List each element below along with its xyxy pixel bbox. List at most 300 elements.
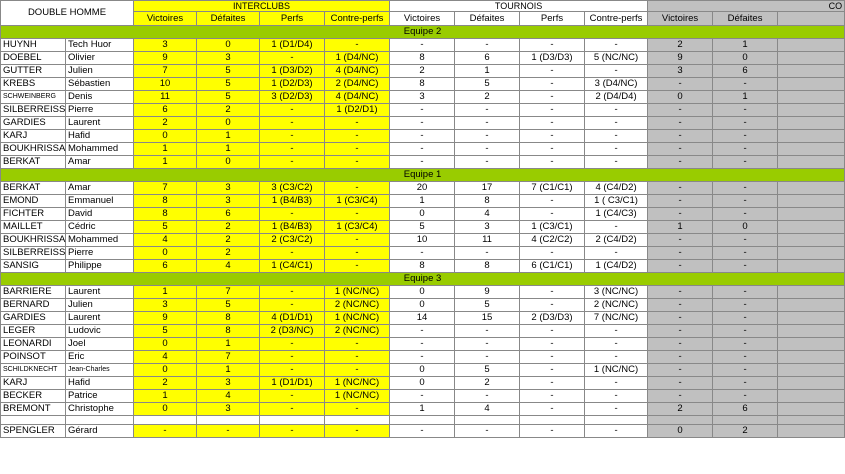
- tournois-cell: -: [585, 403, 648, 416]
- player-last-name: SILBERREISS: [1, 104, 66, 117]
- tournois-cell: -: [455, 117, 520, 130]
- co-extra-cell: [778, 130, 845, 143]
- tournois-cell: -: [455, 247, 520, 260]
- interclubs-cell: -: [325, 425, 390, 438]
- player-row: [1, 143, 845, 156]
- co-cell: -: [648, 377, 713, 390]
- co-extra-cell: [778, 156, 845, 169]
- co-cell: -: [648, 143, 713, 156]
- co-cell: -: [648, 182, 713, 195]
- tournois-cell: -: [520, 78, 585, 91]
- player-last-name: POINSOT: [1, 351, 66, 364]
- interclubs-cell: 0: [134, 247, 197, 260]
- player-row: [1, 182, 845, 195]
- tournois-cell: -: [520, 425, 585, 438]
- tournois-cell: 2 (C4/D2): [585, 234, 648, 247]
- tournois-cell: 1 (C4/C3): [585, 208, 648, 221]
- co-extra-cell: [778, 182, 845, 195]
- interclubs-cell: 1 (D1/D4): [260, 39, 325, 52]
- co-cell: -: [648, 390, 713, 403]
- player-first-name: Tech Huor: [66, 39, 134, 52]
- co-extra-cell: [778, 377, 845, 390]
- interclubs-cell: 4 (D4/NC): [325, 65, 390, 78]
- interclubs-cell: 1: [134, 286, 197, 299]
- co-cell: -: [648, 104, 713, 117]
- subheader-interclubs: Perfs: [260, 12, 325, 26]
- player-first-name: Laurent: [66, 286, 134, 299]
- player-last-name: LEGER: [1, 325, 66, 338]
- player-first-name: Amar: [66, 182, 134, 195]
- tournois-cell: -: [585, 221, 648, 234]
- player-last-name: SCHILDKNECHT: [1, 364, 66, 377]
- interclubs-cell: 2 (NC/NC): [325, 299, 390, 312]
- player-row: [1, 351, 845, 364]
- co-extra-cell: [778, 299, 845, 312]
- co-extra-cell: [778, 104, 845, 117]
- interclubs-cell: -: [325, 247, 390, 260]
- interclubs-cell: 1: [134, 143, 197, 156]
- co-cell: -: [713, 351, 778, 364]
- tournois-cell: 2: [390, 65, 455, 78]
- player-first-name: Denis: [66, 91, 134, 104]
- player-last-name: KREBS: [1, 78, 66, 91]
- tournois-cell: -: [455, 338, 520, 351]
- tournois-cell: -: [520, 130, 585, 143]
- co-cell: -: [648, 260, 713, 273]
- co-cell: -: [648, 195, 713, 208]
- interclubs-cell: 2: [197, 247, 260, 260]
- player-row: [1, 377, 845, 390]
- tournois-cell: -: [455, 390, 520, 403]
- co-cell: -: [713, 260, 778, 273]
- player-row: [1, 195, 845, 208]
- player-last-name: BOUKHRISSA: [1, 234, 66, 247]
- tournois-cell: -: [520, 156, 585, 169]
- interclubs-cell: 6: [134, 260, 197, 273]
- tournois-cell: -: [520, 143, 585, 156]
- interclubs-cell: -: [325, 156, 390, 169]
- co-cell: -: [713, 286, 778, 299]
- co-cell: -: [713, 312, 778, 325]
- co-cell: -: [713, 234, 778, 247]
- co-cell: -: [648, 338, 713, 351]
- tournois-cell: 20: [390, 182, 455, 195]
- co-cell: 1: [713, 91, 778, 104]
- tournois-cell: -: [520, 325, 585, 338]
- player-first-name: Hafid: [66, 377, 134, 390]
- player-row: [1, 130, 845, 143]
- interclubs-cell: -: [260, 130, 325, 143]
- tournois-cell: -: [455, 325, 520, 338]
- player-row: [1, 286, 845, 299]
- interclubs-cell: -: [260, 364, 325, 377]
- interclubs-cell: 2: [134, 377, 197, 390]
- tournois-cell: 5: [455, 364, 520, 377]
- tournois-cell: 4: [455, 403, 520, 416]
- player-last-name: KARJ: [1, 377, 66, 390]
- spacer-cell: [520, 416, 585, 425]
- co-extra-cell: [778, 325, 845, 338]
- tournois-cell: -: [585, 425, 648, 438]
- interclubs-cell: 1 (B4/B3): [260, 195, 325, 208]
- tournois-cell: 8: [390, 260, 455, 273]
- co-extra-cell: [778, 221, 845, 234]
- co-cell: -: [648, 156, 713, 169]
- tournois-cell: -: [520, 377, 585, 390]
- interclubs-cell: 1: [197, 130, 260, 143]
- interclubs-cell: -: [325, 39, 390, 52]
- spacer-cell: [66, 416, 134, 425]
- player-row: [1, 325, 845, 338]
- player-first-name: Cédric: [66, 221, 134, 234]
- spacer-row: [1, 416, 845, 425]
- interclubs-cell: 4 (D1/D1): [260, 312, 325, 325]
- player-first-name: Gérard: [66, 425, 134, 438]
- co-extra-cell: [778, 78, 845, 91]
- interclubs-cell: 2: [197, 221, 260, 234]
- interclubs-cell: -: [260, 104, 325, 117]
- co-cell: -: [713, 247, 778, 260]
- player-first-name: Emmanuel: [66, 195, 134, 208]
- interclubs-cell: 8: [197, 325, 260, 338]
- tournois-cell: -: [520, 351, 585, 364]
- co-cell: -: [713, 143, 778, 156]
- interclubs-cell: 1 (NC/NC): [325, 377, 390, 390]
- co-cell: -: [713, 338, 778, 351]
- interclubs-cell: 2: [197, 104, 260, 117]
- interclubs-cell: -: [325, 260, 390, 273]
- interclubs-cell: -: [260, 403, 325, 416]
- tournois-cell: -: [585, 156, 648, 169]
- interclubs-cell: 2 (D4/NC): [325, 78, 390, 91]
- co-cell: -: [713, 182, 778, 195]
- co-cell: -: [713, 208, 778, 221]
- interclubs-cell: 1 (NC/NC): [325, 286, 390, 299]
- team-label: Equipe 1: [1, 169, 845, 182]
- interclubs-cell: 8: [134, 208, 197, 221]
- player-last-name: GARDIES: [1, 117, 66, 130]
- tournois-cell: 6 (C1/C1): [520, 260, 585, 273]
- interclubs-cell: -: [325, 351, 390, 364]
- interclubs-cell: -: [325, 117, 390, 130]
- co-extra-cell: [778, 65, 845, 78]
- tournois-cell: 17: [455, 182, 520, 195]
- interclubs-cell: 4: [197, 260, 260, 273]
- player-last-name: LEONARDI: [1, 338, 66, 351]
- player-row: [1, 156, 845, 169]
- tournois-cell: 4: [455, 208, 520, 221]
- table-title: DOUBLE HOMME: [1, 1, 134, 26]
- interclubs-cell: 7: [134, 182, 197, 195]
- interclubs-cell: 5: [197, 65, 260, 78]
- player-last-name: SPENGLER: [1, 425, 66, 438]
- group-interclubs: INTERCLUBS: [134, 1, 390, 12]
- co-cell: -: [648, 78, 713, 91]
- tournois-cell: -: [455, 156, 520, 169]
- player-last-name: BECKER: [1, 390, 66, 403]
- player-first-name: Mohammed: [66, 234, 134, 247]
- tournois-cell: 1 (D3/D3): [520, 52, 585, 65]
- tournois-cell: 4 (C4/D2): [585, 182, 648, 195]
- interclubs-cell: 7: [134, 65, 197, 78]
- interclubs-cell: 4: [134, 351, 197, 364]
- player-last-name: SILBERREISS: [1, 247, 66, 260]
- interclubs-cell: -: [260, 351, 325, 364]
- player-last-name: FICHTER: [1, 208, 66, 221]
- interclubs-cell: -: [260, 143, 325, 156]
- co-extra-cell: [778, 364, 845, 377]
- co-cell: -: [648, 117, 713, 130]
- interclubs-cell: -: [260, 338, 325, 351]
- tournois-cell: -: [455, 39, 520, 52]
- player-last-name: EMOND: [1, 195, 66, 208]
- co-cell: -: [648, 208, 713, 221]
- player-last-name: BOUKHRISSA: [1, 143, 66, 156]
- interclubs-cell: -: [260, 52, 325, 65]
- tournois-cell: -: [455, 130, 520, 143]
- spacer-cell: [455, 416, 520, 425]
- interclubs-cell: 1: [197, 143, 260, 156]
- tournois-cell: -: [520, 403, 585, 416]
- co-cell: -: [648, 247, 713, 260]
- interclubs-cell: 3: [197, 195, 260, 208]
- interclubs-cell: 9: [134, 52, 197, 65]
- spacer-cell: [713, 416, 778, 425]
- player-row: [1, 312, 845, 325]
- co-cell: 0: [648, 425, 713, 438]
- interclubs-cell: 8: [197, 312, 260, 325]
- team-label: Equipe 2: [1, 26, 845, 39]
- player-first-name: Pierre: [66, 247, 134, 260]
- interclubs-cell: 4: [134, 234, 197, 247]
- tournois-cell: 0: [390, 299, 455, 312]
- tournois-cell: -: [520, 286, 585, 299]
- tournois-cell: -: [585, 351, 648, 364]
- tournois-cell: 0: [390, 286, 455, 299]
- co-cell: -: [713, 78, 778, 91]
- player-first-name: Joel: [66, 338, 134, 351]
- co-extra-cell: [778, 39, 845, 52]
- interclubs-cell: 2: [197, 234, 260, 247]
- co-cell: -: [713, 299, 778, 312]
- interclubs-cell: 0: [197, 156, 260, 169]
- team-label: Equipe 3: [1, 273, 845, 286]
- tournois-cell: 8: [455, 195, 520, 208]
- spacer-cell: [134, 416, 197, 425]
- tournois-cell: 3 (D4/NC): [585, 78, 648, 91]
- tournois-cell: -: [520, 208, 585, 221]
- interclubs-cell: 7: [197, 351, 260, 364]
- player-row: [1, 208, 845, 221]
- co-cell: -: [648, 364, 713, 377]
- tournois-cell: -: [390, 247, 455, 260]
- tournois-cell: -: [390, 104, 455, 117]
- interclubs-cell: 11: [134, 91, 197, 104]
- tournois-cell: -: [520, 390, 585, 403]
- tournois-cell: 10: [390, 234, 455, 247]
- spacer-cell: [778, 416, 845, 425]
- spacer-cell: [197, 416, 260, 425]
- subheader-tournois: Victoires: [390, 12, 455, 26]
- player-first-name: Sébastien: [66, 78, 134, 91]
- player-last-name: HUYNH: [1, 39, 66, 52]
- tournois-cell: 1: [455, 65, 520, 78]
- tournois-cell: -: [455, 425, 520, 438]
- player-last-name: GUTTER: [1, 65, 66, 78]
- interclubs-cell: 5: [134, 325, 197, 338]
- player-first-name: Christophe: [66, 403, 134, 416]
- co-cell: -: [648, 299, 713, 312]
- interclubs-cell: 3: [197, 403, 260, 416]
- tournois-cell: 4 (C2/C2): [520, 234, 585, 247]
- tournois-cell: 9: [455, 286, 520, 299]
- interclubs-cell: 3 (C3/C2): [260, 182, 325, 195]
- player-row: [1, 364, 845, 377]
- tournois-cell: 3: [390, 91, 455, 104]
- tournois-cell: -: [390, 130, 455, 143]
- interclubs-cell: 7: [197, 286, 260, 299]
- tournois-cell: -: [390, 351, 455, 364]
- tournois-cell: 8: [390, 52, 455, 65]
- tournois-cell: -: [520, 364, 585, 377]
- player-row: [1, 390, 845, 403]
- player-first-name: Amar: [66, 156, 134, 169]
- player-first-name: Julien: [66, 65, 134, 78]
- tournois-cell: -: [390, 390, 455, 403]
- interclubs-cell: 2 (NC/NC): [325, 325, 390, 338]
- subheader-interclubs: Contre-perfs: [325, 12, 390, 26]
- interclubs-cell: -: [325, 338, 390, 351]
- co-extra-cell: [778, 338, 845, 351]
- team-header-row: [1, 26, 845, 39]
- co-cell: 6: [713, 65, 778, 78]
- tournois-cell: -: [585, 39, 648, 52]
- co-extra-cell: [778, 403, 845, 416]
- interclubs-cell: 5: [134, 221, 197, 234]
- co-cell: 0: [648, 91, 713, 104]
- co-cell: 0: [713, 52, 778, 65]
- tournois-cell: 5 (NC/NC): [585, 52, 648, 65]
- tournois-cell: -: [455, 351, 520, 364]
- interclubs-cell: -: [325, 182, 390, 195]
- interclubs-cell: 1: [134, 156, 197, 169]
- co-cell: 3: [648, 65, 713, 78]
- interclubs-cell: 1 (D2/D3): [260, 78, 325, 91]
- player-row: [1, 260, 845, 273]
- tournois-cell: -: [585, 247, 648, 260]
- co-cell: -: [648, 312, 713, 325]
- player-row: [1, 78, 845, 91]
- tournois-cell: 1 (C4/D2): [585, 260, 648, 273]
- tournois-cell: -: [520, 247, 585, 260]
- tournois-cell: 14: [390, 312, 455, 325]
- co-cell: 1: [713, 39, 778, 52]
- interclubs-cell: 3: [197, 182, 260, 195]
- player-first-name: Julien: [66, 299, 134, 312]
- interclubs-cell: -: [325, 143, 390, 156]
- co-cell: -: [648, 325, 713, 338]
- player-row: [1, 425, 845, 438]
- spacer-cell: [390, 416, 455, 425]
- interclubs-cell: -: [260, 390, 325, 403]
- co-cell: 6: [713, 403, 778, 416]
- interclubs-cell: 0: [197, 39, 260, 52]
- co-extra-cell: [778, 52, 845, 65]
- interclubs-cell: 4 (D4/NC): [325, 91, 390, 104]
- spacer-cell: [325, 416, 390, 425]
- interclubs-cell: 2 (D3/NC): [260, 325, 325, 338]
- tournois-cell: 11: [455, 234, 520, 247]
- player-first-name: Laurent: [66, 117, 134, 130]
- tournois-cell: 1: [390, 195, 455, 208]
- interclubs-cell: 2: [134, 117, 197, 130]
- player-row: [1, 247, 845, 260]
- subheader-co: Victoires: [648, 12, 713, 26]
- interclubs-cell: -: [325, 364, 390, 377]
- player-first-name: Olivier: [66, 52, 134, 65]
- tournois-cell: -: [585, 338, 648, 351]
- tournois-cell: 1 ( C3/C1): [585, 195, 648, 208]
- tournois-cell: 2: [455, 91, 520, 104]
- tournois-cell: -: [585, 377, 648, 390]
- tournois-cell: -: [520, 338, 585, 351]
- co-extra-cell: [778, 312, 845, 325]
- tournois-cell: -: [520, 104, 585, 117]
- interclubs-cell: 0: [134, 364, 197, 377]
- tournois-cell: -: [585, 325, 648, 338]
- tournois-cell: -: [390, 143, 455, 156]
- co-cell: -: [713, 195, 778, 208]
- player-first-name: Patrice: [66, 390, 134, 403]
- interclubs-cell: 6: [134, 104, 197, 117]
- player-row: [1, 39, 845, 52]
- co-extra-cell: [778, 247, 845, 260]
- player-row: [1, 234, 845, 247]
- subheader-tournois: Contre-perfs: [585, 12, 648, 26]
- player-row: [1, 403, 845, 416]
- tournois-cell: 2 (D3/D3): [520, 312, 585, 325]
- interclubs-cell: 5: [197, 91, 260, 104]
- player-last-name: MAILLET: [1, 221, 66, 234]
- tournois-cell: -: [520, 299, 585, 312]
- player-last-name: DOEBEL: [1, 52, 66, 65]
- spacer-cell: [1, 416, 66, 425]
- player-first-name: Ludovic: [66, 325, 134, 338]
- spacer-cell: [260, 416, 325, 425]
- interclubs-cell: -: [260, 286, 325, 299]
- interclubs-cell: -: [260, 117, 325, 130]
- co-extra-cell: [778, 195, 845, 208]
- player-row: [1, 104, 845, 117]
- player-last-name: BREMONT: [1, 403, 66, 416]
- interclubs-cell: 4: [197, 390, 260, 403]
- tournois-cell: -: [390, 117, 455, 130]
- tournois-cell: -: [390, 156, 455, 169]
- spacer-cell: [648, 416, 713, 425]
- subheader-interclubs: Défaites: [197, 12, 260, 26]
- co-extra-cell: [778, 425, 845, 438]
- interclubs-cell: 2 (C3/C2): [260, 234, 325, 247]
- tournois-cell: -: [585, 143, 648, 156]
- team-header-row: [1, 273, 845, 286]
- co-cell: 9: [648, 52, 713, 65]
- team-header-row: [1, 169, 845, 182]
- tournois-cell: 8: [455, 260, 520, 273]
- interclubs-cell: 6: [197, 208, 260, 221]
- tournois-cell: 2: [455, 377, 520, 390]
- tournois-cell: 8: [390, 78, 455, 91]
- player-first-name: Hafid: [66, 130, 134, 143]
